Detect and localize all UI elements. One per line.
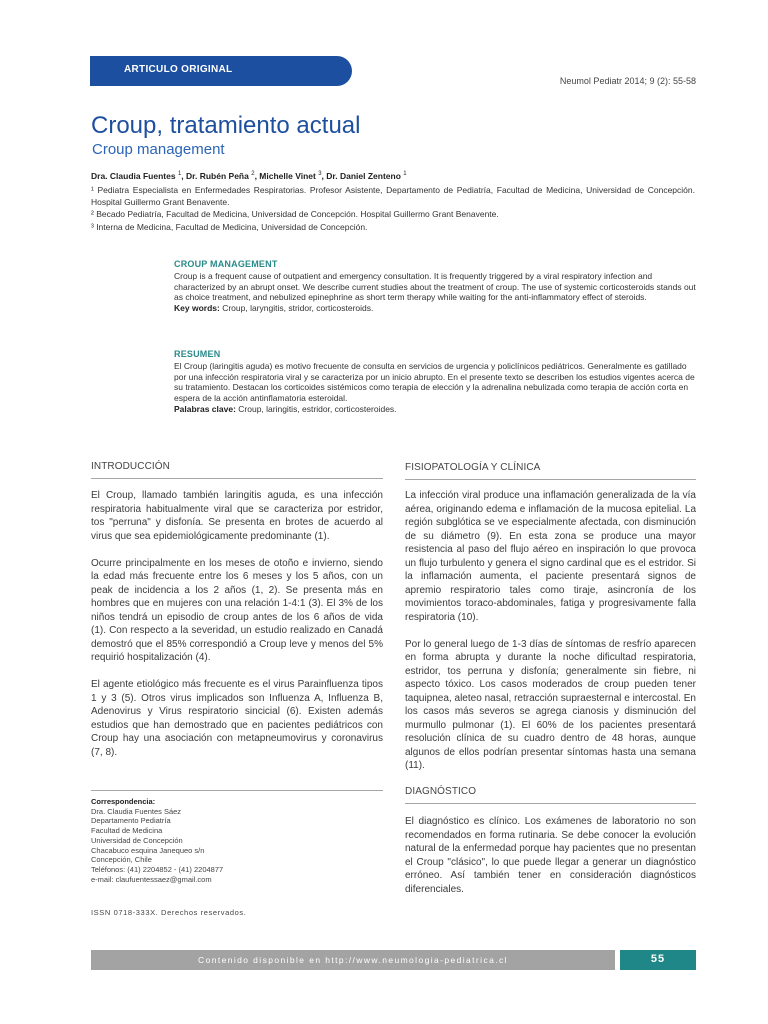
- affiliation: ² Becado Pediatría, Facultad de Medicina, Universidad de Concepción. Hospital Guillermo Grant Benavente.: [91, 209, 499, 219]
- article-type-banner: [90, 56, 352, 86]
- section-divider: [405, 479, 696, 480]
- paragraph: El Croup, llamado también laringitis aguda, es una infección respiratoria habitualmente viral que se caracteriza por estridor, tos "perruna" y disfonía. Se presenta en brotes de acuerdo al virus que sea epidemiológicamente predominante (1).: [91, 490, 383, 542]
- author-name: Dra. Claudia Fuentes: [91, 171, 176, 181]
- correspondence-line: Chacabuco esquina Janequeo s/n: [91, 845, 205, 855]
- correspondence-line: Departamento Pediatría: [91, 816, 171, 826]
- paragraph: La infección viral produce una inflamación generalizada de la vía aérea, originando edema e inflamación de la mucosa epitelial. La región subglótica se ve especialmente afectada, con disminución de su diámetro (9). En esta zona se produce una mayor resistencia al paso del flujo aéreo en inspiración lo que provoca un flujo turbulento y genera el signo cardinal que es el estridor. Si la inflamación aumenta, el paciente presentará signos de apremio respiratorio tales como tiraje, asincronía de los movimientos toraco-abdominales, fatiga y progresivamente falla respiratoria (10).: [405, 490, 696, 623]
- footer-bar: [91, 950, 615, 970]
- correspondence-line: Teléfonos: (41) 2204852 - (41) 2204877: [91, 864, 224, 874]
- correspondence-line: Universidad de Concepción: [91, 835, 183, 845]
- correspondence-email[interactable]: e-mail: claufuentessaez@gmail.com: [91, 874, 212, 884]
- abstract-english-keywords: [174, 303, 696, 314]
- author-name: Dr. Rubén Peña: [186, 171, 249, 181]
- abstract-spanish: [174, 349, 696, 415]
- affiliation: ¹ Pediatra Especialista en Enfermedades Respiratorias. Profesor Asistente, Departamento de Pediatría, Facultad de Medicina, Universidad de Concepción. Hospital Guillermo Grant Benavente.: [91, 185, 695, 207]
- footer-url-text[interactable]: Contenido disponible en http://www.neumologia-pediatrica.cl: [198, 955, 508, 965]
- abstract-spanish-heading: RESUMEN: [174, 349, 221, 359]
- paragraph: Por lo general luego de 1-3 días de síntomas de resfrío aparecen en forma abrupta y durante la noche dificultad respiratoria, estridor, tos perruna y disfonía; generalmente sin fiebre, ni aspecto tóxico. Los casos moderados de croup pueden tener taquipnea, aleteo nasal, retracción supraesternal e intercostal. En los casos más severos se agrega cianosis y disminución del murmullo pulmonar (1). El 60% de los pacientes presentará resolución clínica de su cuadro dentro de 48 horas, aunque algunos de ellos podrían presentar síntomas hasta una semana (11).: [405, 638, 696, 771]
- keywords-label: Key words:: [174, 303, 220, 314]
- page-number: 55: [650, 953, 666, 965]
- section-heading-introduccion: INTRODUCCIÓN: [91, 461, 170, 472]
- diagnostico-body: [405, 815, 696, 910]
- author-list: Dra. Claudia Fuentes $^1$, Dr. Rubén Peña $^2$, Michelle Vinet $^3$, Dr. Daniel Zenteno $^1$: [91, 171, 407, 181]
- fisiopatologia-body: [405, 489, 696, 786]
- abstract-english: [174, 259, 696, 314]
- correspondence-divider: [91, 790, 383, 791]
- abstract-spanish-text: El Croup (laringitis aguda) es motivo frecuente de consulta en servicios de urgencia y policlínicos pediátricos. Generalmente es gatillado por una infección respiratoria viral y se caracteriza por un inicio abrupto. En el presente texto se describen los estudios vigentes acerca de su tratamiento. Destacan los corticoides sistémicos como terapia de elección y la adrenalina nebulizada como terapia de acción corta en espera de la acción antinflamatoria esteroidal.: [174, 360, 695, 404]
- introduccion-body: [91, 489, 383, 773]
- author-name: Michelle Vinet: [259, 171, 316, 181]
- affiliation: ³ Interna de Medicina, Facultad de Medicina, Universidad de Concepción.: [91, 221, 368, 232]
- correspondence-title: Correspondencia:: [91, 797, 156, 806]
- paragraph: Ocurre principalmente en los meses de otoño e invierno, siendo la edad más frecuente entre los 6 meses y los 5 años, con un peak de incidencia a los 2 años (1, 2). Se presenta más en hombres que en mujeres con una relación 1-4:1 (3). El 3% de los niños tendrá un episodio de croup antes de los 6 años de vida (1). Con respecto a la severidad, un estudio realizado en Canadá demostró que el 85% correspondió a Croup leve y menos del 5% requirió hospitalización (4).: [91, 557, 383, 663]
- article-subtitle: Croup management: [92, 141, 225, 158]
- abstract-spanish-keywords: [174, 404, 696, 415]
- abstract-english-text: Croup is a frequent cause of outpatient and emergency consultation. It is frequently triggered by a viral respiratory infection and characterized by an abrupt onset. We describe current studies about the treatment of croup. The use of systemic corticosteroids stands out as choice treatment, and nebulized epinephrine as short term therapy while waiting for the anti-inflammatory effect of steroids.: [174, 270, 696, 303]
- paragraph: El diagnóstico es clínico. Los exámenes de laboratorio no son recomendados en forma rutinaria. Se debe conocer la evolución natural de la enfermedad porque hay pacientes que no presentan el Croup "clásico", lo que puede llegar a generar un diagnóstico erróneo. Así también tener en consideración diagnósticos diferenciales.: [405, 816, 696, 895]
- keywords-value: Croup, laringitis, estridor, corticosteroides.: [235, 403, 397, 414]
- correspondence-line: Dra. Claudia Fuentes Sáez: [91, 806, 182, 816]
- author-affiliation-mark: 1: [403, 171, 407, 178]
- section-heading-diagnostico: DIAGNÓSTICO: [405, 786, 477, 797]
- journal-reference: Neumol Pediatr 2014; 9 (2): 55-58: [559, 76, 696, 86]
- article-title: Croup, tratamiento actual: [91, 112, 361, 139]
- article-type-label: ARTICULO ORIGINAL: [124, 64, 233, 75]
- issn-notice: ISSN 0718-333X. Derechos reservados.: [91, 908, 247, 917]
- correspondence-block: [91, 797, 371, 884]
- correspondence-line: Facultad de Medicina: [91, 826, 163, 836]
- keywords-label: Palabras clave:: [174, 403, 236, 414]
- affiliations: [91, 185, 695, 234]
- section-heading-fisiopatologia: FISIOPATOLOGÍA Y CLÍNICA: [405, 462, 541, 473]
- section-divider: [91, 478, 383, 479]
- author-affiliation-mark: 3: [318, 171, 322, 178]
- author-name: Dr. Daniel Zenteno: [326, 171, 401, 181]
- abstract-english-heading: CROUP MANAGEMENT: [174, 259, 278, 269]
- section-divider: [405, 803, 696, 804]
- paragraph: El agente etiológico más frecuente es el virus Parainfluenza tipos 1 y 3 (5). Otros virus implicados son Influenza A, Influenza B, Adenovirus y Virus respiratorio sincicial (6). Existen además estudios que han demostrado que en pacientes pediátricos con Croup hay una asociación con metapneumovirus y coronavirus (7, 8).: [91, 679, 383, 758]
- page-number-box: [620, 950, 696, 970]
- author-affiliation-mark: 2: [251, 171, 255, 178]
- keywords-value: Croup, laryngitis, stridor, corticosteroids.: [219, 303, 374, 314]
- correspondence-line: Concepción, Chile: [91, 855, 152, 865]
- author-affiliation-mark: 1: [177, 171, 182, 178]
